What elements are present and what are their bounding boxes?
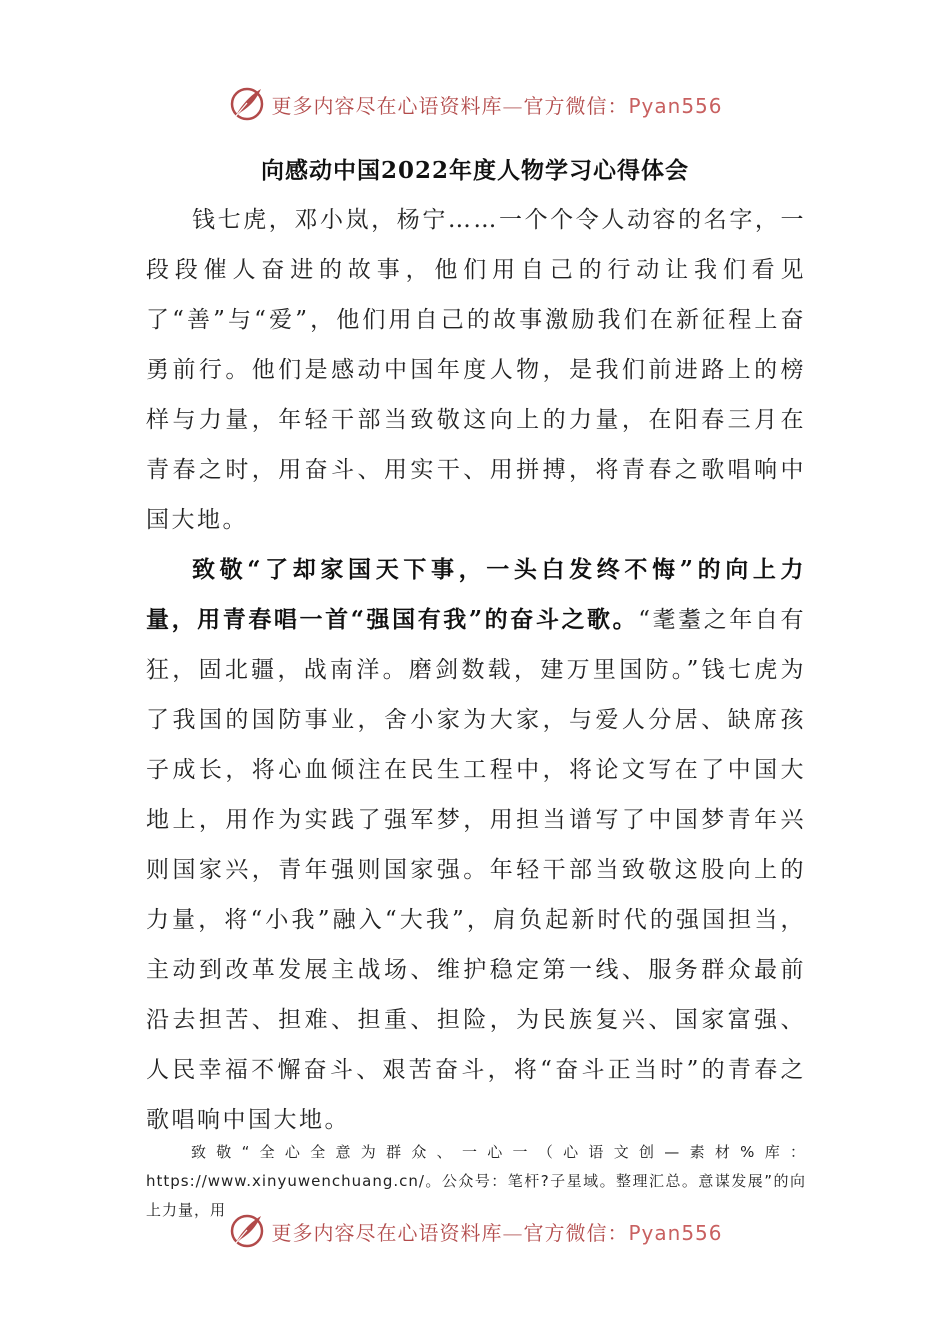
banner-text: 更多内容尽在心语资料库—官方微信：Pyan556 xyxy=(271,93,723,118)
paragraph-intro: 钱七虎，邓小岚，杨宁……一个个令人动容的名字，一段段催人奋进的故事，他们用自己的行动让我们看见了“善”与“爱”，他们用自己的故事激励我们在新征程上奋勇前行。他们是感动中国年度人物，是我们前进路上的榜样与力量，年轻干部当致敬这向上的力量，在阳春三月在青春之时，用奋斗、用实干、用拼搏，将青春之歌唱响中国大地。 xyxy=(146,207,806,533)
quill-pen-logo-icon xyxy=(227,1211,267,1251)
document-title: 向感动中国2022年度人物学习心得体会 xyxy=(260,157,689,184)
paragraph-qian-qihu xyxy=(146,545,806,1145)
paragraph-heading: 致敬“了却家国天下事，一头白发终不悔”的向上力量，用青春唱一首“强国有我”的奋斗之歌。 xyxy=(146,556,806,633)
header-watermark-banner xyxy=(0,82,950,126)
quill-pen-logo-icon xyxy=(227,84,267,124)
footnote-text: 致敬“全心全意为群众、一心一（心语文创—素材%库：https://www.xinyuwenchuang.cn/。公众号：笔杆?子星域。整理汇总。意谋发展”的向上力量，用 xyxy=(146,1143,806,1219)
document-body xyxy=(146,195,806,1145)
banner-text: 更多内容尽在心语资料库—官方微信：Pyan556 xyxy=(271,1220,723,1245)
footer-watermark-banner xyxy=(0,1209,950,1253)
paragraph-body: “耄耋之年自有狂，固北疆，战南洋。磨剑数载，建万里国防。”钱七虎为了我国的国防事业，舍小家为大家，与爱人分居、缺席孩子成长，将心血倾注在民生工程中，将论文写在了中国大地上，用作为实践了强军梦，用担当谱写了中国梦青年兴则国家兴，青年强则国家强。年轻干部当致敬这股向上的力量，将“小我”融入“大我”，肩负起新时代的强国担当，主动到改革发展主战场、维护稳定第一线、服务群众最前沿去担苦、担难、担重、担险，为民族复兴、国家富强、人民幸福不懈奋斗、艰苦奋斗，将“奋斗正当时”的青春之歌唱响中国大地。 xyxy=(146,607,806,1133)
